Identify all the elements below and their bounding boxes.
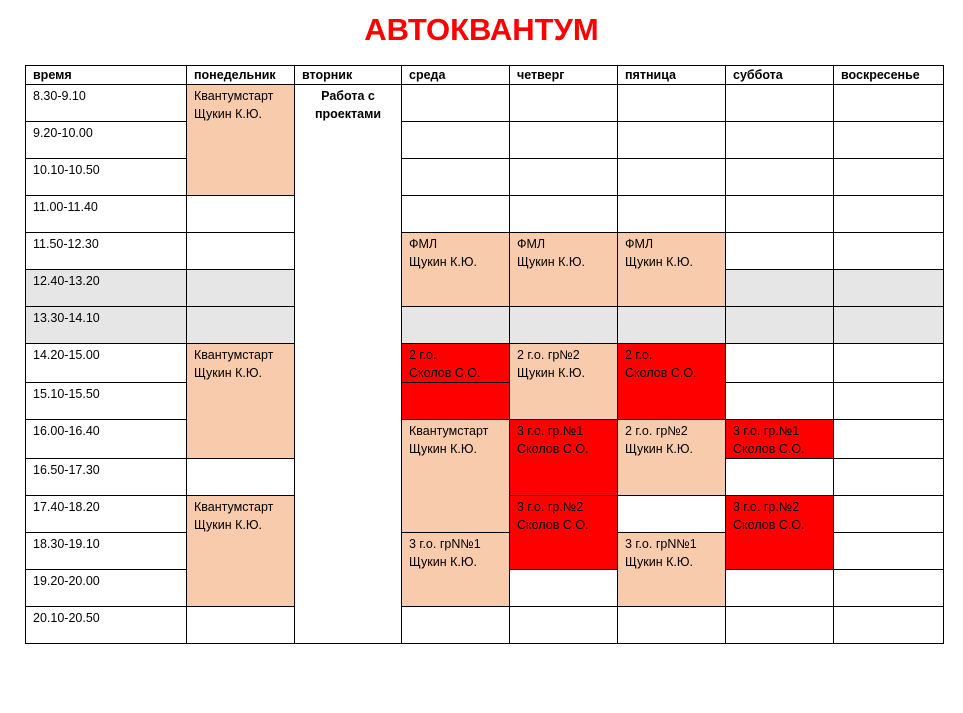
header-wednesday: среда xyxy=(402,66,510,85)
empty-cell xyxy=(834,122,944,159)
table-row xyxy=(26,233,944,270)
table-row xyxy=(26,383,944,420)
time-cell: 14.20-15.00 xyxy=(26,344,187,383)
header-friday: пятница xyxy=(618,66,726,85)
empty-cell xyxy=(726,270,834,307)
header-monday: понедельник xyxy=(187,66,295,85)
time-cell: 10.10-10.50 xyxy=(26,159,187,196)
empty-cell xyxy=(726,122,834,159)
header-row xyxy=(26,66,944,85)
empty-cell xyxy=(618,159,726,196)
empty-cell xyxy=(834,570,944,607)
lesson-cell xyxy=(187,344,295,459)
empty-cell xyxy=(726,459,834,496)
empty-cell xyxy=(187,196,295,233)
lesson-teacher: Щукин К.Ю. xyxy=(409,442,477,456)
lesson-teacher: Щукин К.Ю. xyxy=(194,366,262,380)
empty-cell xyxy=(510,159,618,196)
lesson-title: Работа с xyxy=(321,89,375,103)
empty-cell xyxy=(510,85,618,122)
lesson-title: 3 г.о. грN№1 xyxy=(409,537,481,551)
empty-cell xyxy=(618,307,726,344)
empty-cell xyxy=(834,459,944,496)
empty-cell xyxy=(187,607,295,644)
empty-cell xyxy=(834,533,944,570)
empty-cell xyxy=(726,307,834,344)
empty-cell xyxy=(726,607,834,644)
lesson-cell xyxy=(618,420,726,496)
empty-cell xyxy=(402,122,510,159)
table-row xyxy=(26,420,944,459)
empty-cell xyxy=(834,196,944,233)
empty-cell xyxy=(834,85,944,122)
lesson-title: 2 г.о. гр№2 xyxy=(625,424,688,438)
lesson-teacher: Сколов С.О. xyxy=(517,518,589,532)
table-row xyxy=(26,607,944,644)
empty-cell xyxy=(834,307,944,344)
lesson-title: проектами xyxy=(314,107,382,121)
empty-cell xyxy=(402,159,510,196)
empty-cell xyxy=(834,344,944,383)
empty-cell xyxy=(618,496,726,533)
lesson-title: 2 г.о. xyxy=(625,348,653,362)
lesson-teacher: Щукин К.Ю. xyxy=(194,107,262,121)
lesson-cell xyxy=(295,85,402,644)
lesson-cell xyxy=(618,533,726,607)
table-row xyxy=(26,344,944,383)
lesson-title: Квантумстарт xyxy=(409,424,489,438)
lesson-title: ФМЛ xyxy=(625,237,654,251)
lesson-title: 3 г.о. гр.№2 xyxy=(517,500,584,514)
lesson-teacher: Щукин К.Ю. xyxy=(194,518,262,532)
time-cell: 16.50-17.30 xyxy=(26,459,187,496)
empty-cell xyxy=(510,122,618,159)
empty-cell xyxy=(187,233,295,270)
time-cell: 11.50-12.30 xyxy=(26,233,187,270)
empty-cell xyxy=(726,344,834,383)
page-title: АВТОКВАНТУМ xyxy=(364,12,599,47)
empty-cell xyxy=(618,196,726,233)
lesson-cell xyxy=(402,420,510,533)
lesson-cell xyxy=(510,344,618,420)
empty-cell xyxy=(187,459,295,496)
empty-cell xyxy=(402,307,510,344)
time-cell: 16.00-16.40 xyxy=(26,420,187,459)
lesson-title: 3 г.о. гр.№1 xyxy=(733,424,800,438)
time-cell: 18.30-19.10 xyxy=(26,533,187,570)
lesson-teacher: Сколов С.О. xyxy=(733,442,805,456)
lesson-cell xyxy=(402,533,510,607)
time-cell: 19.20-20.00 xyxy=(26,570,187,607)
time-cell: 9.20-10.00 xyxy=(26,122,187,159)
lesson-teacher: Щукин К.Ю. xyxy=(517,255,585,269)
lesson-cell xyxy=(402,344,510,383)
header-saturday: суббота xyxy=(726,66,834,85)
lesson-cell xyxy=(187,85,295,196)
lesson-cell xyxy=(726,420,834,459)
lesson-teacher: Щукин К.Ю. xyxy=(409,255,477,269)
table-row xyxy=(26,159,944,196)
time-cell: 11.00-11.40 xyxy=(26,196,187,233)
lesson-title: 3 г.о. гр.№1 xyxy=(517,424,584,438)
header-thursday: четверг xyxy=(510,66,618,85)
empty-cell xyxy=(187,270,295,307)
lesson-title: ФМЛ xyxy=(409,237,438,251)
lesson-title: Квантумстарт xyxy=(194,500,274,514)
empty-cell xyxy=(618,85,726,122)
lesson-cell xyxy=(510,233,618,307)
empty-cell xyxy=(726,85,834,122)
time-cell: 12.40-13.20 xyxy=(26,270,187,307)
lesson-cell xyxy=(510,420,618,496)
lesson-title: ФМЛ xyxy=(517,237,546,251)
empty-cell xyxy=(834,607,944,644)
empty-cell xyxy=(726,233,834,270)
lesson-title: Квантумстарт xyxy=(194,348,274,362)
time-cell: 13.30-14.10 xyxy=(26,307,187,344)
table-row xyxy=(26,85,944,122)
empty-cell xyxy=(726,196,834,233)
lesson-title: Квантумстарт xyxy=(194,89,274,103)
lesson-cell xyxy=(402,233,510,307)
empty-cell xyxy=(834,383,944,420)
empty-cell xyxy=(510,307,618,344)
lesson-teacher: Сколов С.О. xyxy=(409,366,481,380)
lesson-teacher: Сколов С.О. xyxy=(517,442,589,456)
time-cell: 15.10-15.50 xyxy=(26,383,187,420)
lesson-cell xyxy=(187,496,295,607)
empty-cell xyxy=(726,383,834,420)
empty-cell xyxy=(834,496,944,533)
lesson-teacher: Щукин К.Ю. xyxy=(517,366,585,380)
lesson-cell xyxy=(618,344,726,420)
time-cell: 20.10-20.50 xyxy=(26,607,187,644)
empty-cell xyxy=(402,85,510,122)
lesson-teacher: Щукин К.Ю. xyxy=(409,555,477,569)
empty-cell xyxy=(510,607,618,644)
lesson-teacher: Щукин К.Ю. xyxy=(625,255,693,269)
empty-cell xyxy=(402,607,510,644)
table-row xyxy=(26,307,944,344)
empty-cell xyxy=(834,159,944,196)
lesson-title: 3 г.о. гр.№2 xyxy=(733,500,800,514)
lesson-cell xyxy=(510,496,618,570)
empty-cell xyxy=(726,570,834,607)
schedule-table xyxy=(25,65,944,644)
lesson-teacher: Щукин К.Ю. xyxy=(625,442,693,456)
empty-cell xyxy=(834,420,944,459)
empty-cell xyxy=(510,570,618,607)
empty-cell xyxy=(834,270,944,307)
lesson-title: 2 г.о. xyxy=(409,348,437,362)
lesson-cell-fill xyxy=(402,383,510,420)
empty-cell xyxy=(402,196,510,233)
lesson-teacher: Сколов С.О. xyxy=(733,518,805,532)
header-tuesday: вторник xyxy=(295,66,402,85)
empty-cell xyxy=(510,196,618,233)
lesson-teacher: Сколов С.О. xyxy=(625,366,697,380)
table-row xyxy=(26,196,944,233)
lesson-cell xyxy=(726,496,834,570)
empty-cell xyxy=(618,122,726,159)
table-row xyxy=(26,122,944,159)
empty-cell xyxy=(618,607,726,644)
lesson-teacher: Щукин К.Ю. xyxy=(625,555,693,569)
time-cell: 17.40-18.20 xyxy=(26,496,187,533)
time-cell: 8.30-9.10 xyxy=(26,85,187,122)
lesson-title: 2 г.о. гр№2 xyxy=(517,348,580,362)
empty-cell xyxy=(726,159,834,196)
empty-cell xyxy=(187,307,295,344)
empty-cell xyxy=(834,233,944,270)
lesson-title: 3 г.о. грN№1 xyxy=(625,537,697,551)
header-sunday: воскресенье xyxy=(834,66,944,85)
lesson-cell xyxy=(618,233,726,307)
header-time: время xyxy=(26,66,187,85)
